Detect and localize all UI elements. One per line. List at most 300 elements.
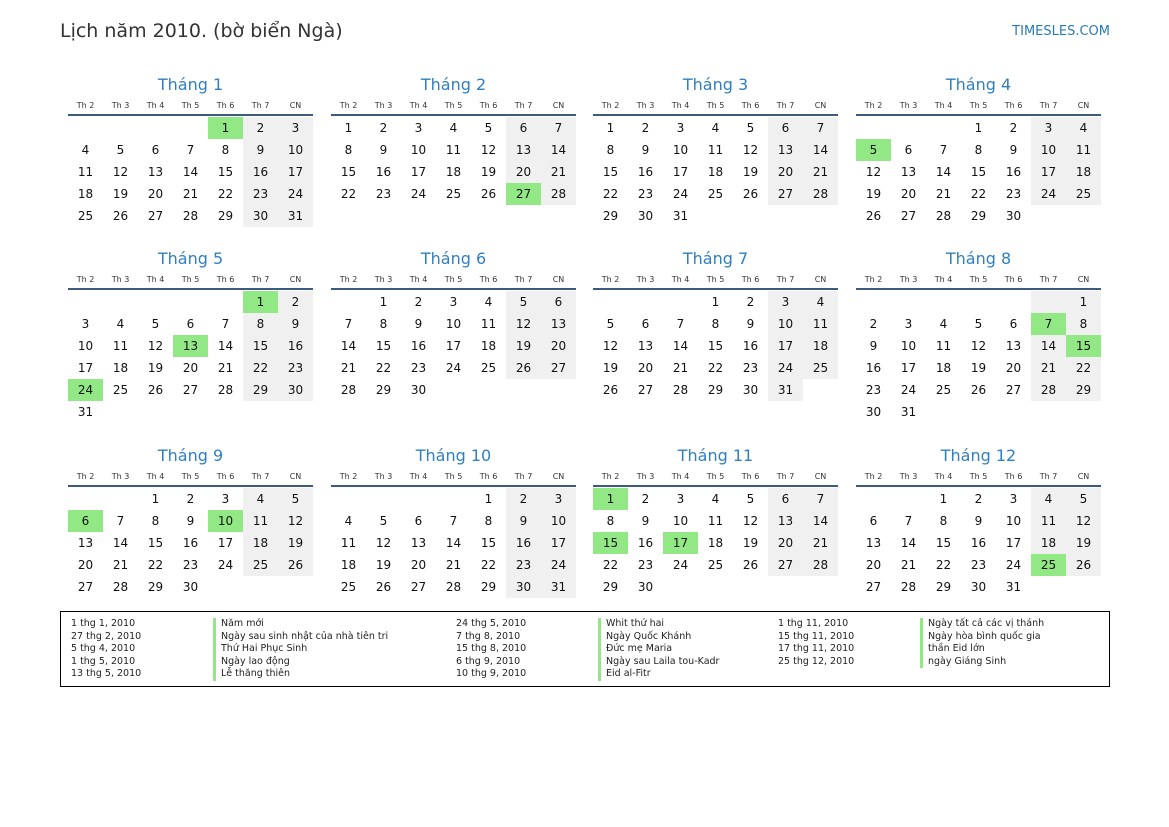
day-cell[interactable]: 19 xyxy=(970,361,987,375)
day-cell[interactable]: 25 xyxy=(803,357,838,379)
day-cell[interactable]: 25 xyxy=(707,187,724,201)
day-cell[interactable]: 5 xyxy=(151,317,160,331)
day-cell[interactable]: 30 xyxy=(182,580,199,594)
day-cell[interactable]: 6 xyxy=(186,317,195,331)
day-cell[interactable]: 24 xyxy=(445,361,462,375)
day-cell[interactable]: 15 xyxy=(340,165,357,179)
day-cell[interactable]: 4 xyxy=(711,121,720,135)
day-cell[interactable]: 9 xyxy=(278,313,313,335)
day-cell[interactable]: 30 xyxy=(637,580,654,594)
day-cell[interactable]: 26 xyxy=(742,187,759,201)
day-cell[interactable]: 18 xyxy=(935,361,952,375)
day-cell[interactable]: 16 xyxy=(865,361,882,375)
day-cell[interactable]: 3 xyxy=(449,295,458,309)
day-cell[interactable]: 12 xyxy=(480,143,497,157)
day-cell[interactable]: 28 xyxy=(340,383,357,397)
day-cell[interactable]: 17 xyxy=(445,339,462,353)
day-cell[interactable]: 26 xyxy=(278,554,313,576)
day-cell[interactable]: 30 xyxy=(1005,209,1022,223)
day-cell[interactable]: 20 xyxy=(77,558,94,572)
day-cell[interactable]: 22 xyxy=(707,361,724,375)
day-cell[interactable]: 12 xyxy=(1066,510,1101,532)
day-cell[interactable]: 11 xyxy=(340,536,357,550)
day-cell[interactable]: 7 xyxy=(449,514,458,528)
day-cell[interactable]: 26 xyxy=(375,580,392,594)
day-cell[interactable]: 11 xyxy=(77,165,94,179)
day-cell[interactable]: 27 xyxy=(865,580,882,594)
day-cell[interactable]: 18 xyxy=(243,532,278,554)
day-cell[interactable]: 11 xyxy=(445,143,462,157)
day-cell[interactable]: 1 xyxy=(593,488,628,510)
day-cell[interactable]: 2 xyxy=(278,291,313,313)
day-cell[interactable]: 6 xyxy=(768,488,803,510)
day-cell[interactable]: 9 xyxy=(641,514,650,528)
day-cell[interactable]: 15 xyxy=(147,536,164,550)
day-cell[interactable]: 15 xyxy=(970,165,987,179)
day-cell[interactable]: 23 xyxy=(1005,187,1022,201)
day-cell[interactable]: 20 xyxy=(541,335,576,357)
day-cell[interactable]: 24 xyxy=(672,558,689,572)
day-cell[interactable]: 9 xyxy=(869,339,878,353)
day-cell[interactable]: 12 xyxy=(742,143,759,157)
day-cell[interactable]: 2 xyxy=(1009,121,1018,135)
day-cell[interactable]: 4 xyxy=(803,291,838,313)
day-cell[interactable]: 16 xyxy=(637,536,654,550)
day-cell[interactable]: 23 xyxy=(410,361,427,375)
day-cell[interactable]: 16 xyxy=(742,339,759,353)
day-cell[interactable]: 5 xyxy=(278,488,313,510)
day-cell[interactable]: 29 xyxy=(935,580,952,594)
day-cell[interactable]: 11 xyxy=(707,514,724,528)
day-cell[interactable]: 4 xyxy=(116,317,125,331)
day-cell[interactable]: 15 xyxy=(217,165,234,179)
day-cell[interactable]: 27 xyxy=(900,209,917,223)
day-cell[interactable]: 26 xyxy=(742,558,759,572)
day-cell[interactable]: 28 xyxy=(803,554,838,576)
day-cell[interactable]: 13 xyxy=(506,139,541,161)
day-cell[interactable]: 19 xyxy=(147,361,164,375)
day-cell[interactable]: 10 xyxy=(410,143,427,157)
day-cell[interactable]: 9 xyxy=(506,510,541,532)
day-cell[interactable]: 9 xyxy=(1009,143,1018,157)
day-cell[interactable]: 9 xyxy=(746,317,755,331)
day-cell[interactable]: 18 xyxy=(707,536,724,550)
day-cell[interactable]: 2 xyxy=(746,295,755,309)
day-cell[interactable]: 13 xyxy=(147,165,164,179)
day-cell[interactable]: 18 xyxy=(112,361,129,375)
day-cell[interactable]: 6 xyxy=(1009,317,1018,331)
day-cell[interactable]: 6 xyxy=(506,117,541,139)
day-cell[interactable]: 28 xyxy=(217,383,234,397)
day-cell[interactable]: 6 xyxy=(869,514,878,528)
day-cell[interactable]: 3 xyxy=(1031,117,1066,139)
day-cell[interactable]: 5 xyxy=(746,492,755,506)
day-cell[interactable]: 17 xyxy=(768,335,803,357)
day-cell[interactable]: 15 xyxy=(935,536,952,550)
day-cell[interactable]: 19 xyxy=(865,187,882,201)
day-cell[interactable]: 8 xyxy=(939,514,948,528)
day-cell[interactable]: 5 xyxy=(484,121,493,135)
day-cell[interactable]: 22 xyxy=(147,558,164,572)
day-cell[interactable]: 24 xyxy=(68,379,103,401)
day-cell[interactable]: 27 xyxy=(1005,383,1022,397)
day-cell[interactable]: 23 xyxy=(278,357,313,379)
day-cell[interactable]: 15 xyxy=(707,339,724,353)
day-cell[interactable]: 1 xyxy=(1066,291,1101,313)
day-cell[interactable]: 1 xyxy=(243,291,278,313)
day-cell[interactable]: 17 xyxy=(77,361,94,375)
day-cell[interactable]: 19 xyxy=(742,536,759,550)
day-cell[interactable]: 30 xyxy=(278,379,313,401)
day-cell[interactable]: 28 xyxy=(541,183,576,205)
day-cell[interactable]: 14 xyxy=(112,536,129,550)
day-cell[interactable]: 20 xyxy=(900,187,917,201)
day-cell[interactable]: 12 xyxy=(375,536,392,550)
day-cell[interactable]: 7 xyxy=(904,514,913,528)
day-cell[interactable]: 10 xyxy=(445,317,462,331)
day-cell[interactable]: 3 xyxy=(904,317,913,331)
day-cell[interactable]: 12 xyxy=(278,510,313,532)
day-cell[interactable]: 16 xyxy=(970,536,987,550)
day-cell[interactable]: 22 xyxy=(375,361,392,375)
day-cell[interactable]: 24 xyxy=(768,357,803,379)
day-cell[interactable]: 12 xyxy=(602,339,619,353)
day-cell[interactable]: 7 xyxy=(676,317,685,331)
day-cell[interactable]: 13 xyxy=(1005,339,1022,353)
day-cell[interactable]: 20 xyxy=(1005,361,1022,375)
day-cell[interactable]: 27 xyxy=(506,183,541,205)
day-cell[interactable]: 21 xyxy=(340,361,357,375)
day-cell[interactable]: 9 xyxy=(414,317,423,331)
day-cell[interactable]: 23 xyxy=(182,558,199,572)
day-cell[interactable]: 18 xyxy=(445,165,462,179)
day-cell[interactable]: 29 xyxy=(243,379,278,401)
day-cell[interactable]: 3 xyxy=(278,117,313,139)
day-cell[interactable]: 6 xyxy=(151,143,160,157)
day-cell[interactable]: 10 xyxy=(672,514,689,528)
day-cell[interactable]: 17 xyxy=(1005,536,1022,550)
day-cell[interactable]: 26 xyxy=(970,383,987,397)
day-cell[interactable]: 8 xyxy=(151,514,160,528)
day-cell[interactable]: 4 xyxy=(449,121,458,135)
day-cell[interactable]: 17 xyxy=(1031,161,1066,183)
day-cell[interactable]: 22 xyxy=(970,187,987,201)
day-cell[interactable]: 4 xyxy=(484,295,493,309)
day-cell[interactable]: 13 xyxy=(768,510,803,532)
day-cell[interactable]: 8 xyxy=(344,143,353,157)
day-cell[interactable]: 3 xyxy=(81,317,90,331)
day-cell[interactable]: 5 xyxy=(116,143,125,157)
day-cell[interactable]: 6 xyxy=(68,510,103,532)
day-cell[interactable]: 21 xyxy=(445,558,462,572)
day-cell[interactable]: 1 xyxy=(606,121,615,135)
day-cell[interactable]: 7 xyxy=(221,317,230,331)
day-cell[interactable]: 5 xyxy=(379,514,388,528)
day-cell[interactable]: 20 xyxy=(865,558,882,572)
day-cell[interactable]: 30 xyxy=(410,383,427,397)
day-cell[interactable]: 5 xyxy=(974,317,983,331)
day-cell[interactable]: 2 xyxy=(414,295,423,309)
day-cell[interactable]: 6 xyxy=(641,317,650,331)
day-cell[interactable]: 13 xyxy=(541,313,576,335)
day-cell[interactable]: 22 xyxy=(602,187,619,201)
day-cell[interactable]: 7 xyxy=(803,117,838,139)
day-cell[interactable]: 5 xyxy=(856,139,891,161)
day-cell[interactable]: 8 xyxy=(484,514,493,528)
day-cell[interactable]: 14 xyxy=(182,165,199,179)
day-cell[interactable]: 27 xyxy=(147,209,164,223)
day-cell[interactable]: 9 xyxy=(186,514,195,528)
day-cell[interactable]: 17 xyxy=(410,165,427,179)
day-cell[interactable]: 10 xyxy=(1031,139,1066,161)
day-cell[interactable]: 17 xyxy=(900,361,917,375)
day-cell[interactable]: 4 xyxy=(1066,117,1101,139)
day-cell[interactable]: 4 xyxy=(81,143,90,157)
day-cell[interactable]: 1 xyxy=(484,492,493,506)
day-cell[interactable]: 2 xyxy=(641,121,650,135)
day-cell[interactable]: 6 xyxy=(414,514,423,528)
day-cell[interactable]: 15 xyxy=(602,165,619,179)
day-cell[interactable]: 7 xyxy=(803,488,838,510)
day-cell[interactable]: 11 xyxy=(1031,510,1066,532)
day-cell[interactable]: 23 xyxy=(637,187,654,201)
day-cell[interactable]: 5 xyxy=(746,121,755,135)
day-cell[interactable]: 7 xyxy=(1031,313,1066,335)
day-cell[interactable]: 9 xyxy=(641,143,650,157)
day-cell[interactable]: 13 xyxy=(77,536,94,550)
day-cell[interactable]: 28 xyxy=(1031,379,1066,401)
day-cell[interactable]: 29 xyxy=(147,580,164,594)
day-cell[interactable]: 18 xyxy=(1066,161,1101,183)
day-cell[interactable]: 26 xyxy=(480,187,497,201)
day-cell[interactable]: 25 xyxy=(707,558,724,572)
day-cell[interactable]: 1 xyxy=(151,492,160,506)
day-cell[interactable]: 21 xyxy=(112,558,129,572)
day-cell[interactable]: 20 xyxy=(147,187,164,201)
day-cell[interactable]: 4 xyxy=(243,488,278,510)
day-cell[interactable]: 18 xyxy=(1031,532,1066,554)
day-cell[interactable]: 10 xyxy=(1005,514,1022,528)
day-cell[interactable]: 4 xyxy=(939,317,948,331)
day-cell[interactable]: 3 xyxy=(676,492,685,506)
day-cell[interactable]: 8 xyxy=(974,143,983,157)
day-cell[interactable]: 1 xyxy=(974,121,983,135)
day-cell[interactable]: 17 xyxy=(278,161,313,183)
day-cell[interactable]: 21 xyxy=(1031,357,1066,379)
day-cell[interactable]: 22 xyxy=(243,357,278,379)
day-cell[interactable]: 13 xyxy=(637,339,654,353)
day-cell[interactable]: 25 xyxy=(340,580,357,594)
day-cell[interactable]: 22 xyxy=(217,187,234,201)
day-cell[interactable]: 26 xyxy=(112,209,129,223)
day-cell[interactable]: 3 xyxy=(768,291,803,313)
day-cell[interactable]: 30 xyxy=(243,205,278,227)
day-cell[interactable]: 3 xyxy=(676,121,685,135)
day-cell[interactable]: 31 xyxy=(541,576,576,598)
day-cell[interactable]: 18 xyxy=(707,165,724,179)
day-cell[interactable]: 19 xyxy=(742,165,759,179)
day-cell[interactable]: 29 xyxy=(1066,379,1101,401)
day-cell[interactable]: 15 xyxy=(1066,335,1101,357)
day-cell[interactable]: 2 xyxy=(869,317,878,331)
day-cell[interactable]: 7 xyxy=(116,514,125,528)
day-cell[interactable]: 11 xyxy=(707,143,724,157)
day-cell[interactable]: 14 xyxy=(900,536,917,550)
day-cell[interactable]: 16 xyxy=(506,532,541,554)
day-cell[interactable]: 14 xyxy=(541,139,576,161)
day-cell[interactable]: 24 xyxy=(217,558,234,572)
day-cell[interactable]: 31 xyxy=(1005,580,1022,594)
day-cell[interactable]: 27 xyxy=(410,580,427,594)
day-cell[interactable]: 4 xyxy=(344,514,353,528)
day-cell[interactable]: 21 xyxy=(217,361,234,375)
day-cell[interactable]: 7 xyxy=(344,317,353,331)
day-cell[interactable]: 23 xyxy=(970,558,987,572)
day-cell[interactable]: 5 xyxy=(506,291,541,313)
day-cell[interactable]: 5 xyxy=(606,317,615,331)
day-cell[interactable]: 24 xyxy=(672,187,689,201)
day-cell[interactable]: 28 xyxy=(900,580,917,594)
day-cell[interactable]: 2 xyxy=(641,492,650,506)
day-cell[interactable]: 12 xyxy=(970,339,987,353)
day-cell[interactable]: 21 xyxy=(803,532,838,554)
day-cell[interactable]: 6 xyxy=(768,117,803,139)
day-cell[interactable]: 9 xyxy=(243,139,278,161)
day-cell[interactable]: 3 xyxy=(541,488,576,510)
day-cell[interactable]: 17 xyxy=(672,165,689,179)
day-cell[interactable]: 9 xyxy=(379,143,388,157)
day-cell[interactable]: 8 xyxy=(606,143,615,157)
day-cell[interactable]: 22 xyxy=(340,187,357,201)
day-cell[interactable]: 30 xyxy=(742,383,759,397)
day-cell[interactable]: 6 xyxy=(904,143,913,157)
day-cell[interactable]: 20 xyxy=(410,558,427,572)
day-cell[interactable]: 25 xyxy=(1066,183,1101,205)
day-cell[interactable]: 19 xyxy=(1066,532,1101,554)
day-cell[interactable]: 15 xyxy=(375,339,392,353)
day-cell[interactable]: 10 xyxy=(768,313,803,335)
day-cell[interactable]: 25 xyxy=(935,383,952,397)
day-cell[interactable]: 24 xyxy=(900,383,917,397)
day-cell[interactable]: 27 xyxy=(182,383,199,397)
day-cell[interactable]: 29 xyxy=(217,209,234,223)
day-cell[interactable]: 22 xyxy=(602,558,619,572)
day-cell[interactable]: 16 xyxy=(243,161,278,183)
day-cell[interactable]: 26 xyxy=(602,383,619,397)
day-cell[interactable]: 29 xyxy=(480,580,497,594)
day-cell[interactable]: 26 xyxy=(506,357,541,379)
day-cell[interactable]: 29 xyxy=(602,209,619,223)
day-cell[interactable]: 11 xyxy=(112,339,129,353)
day-cell[interactable]: 8 xyxy=(221,143,230,157)
day-cell[interactable]: 2 xyxy=(506,488,541,510)
day-cell[interactable]: 12 xyxy=(147,339,164,353)
day-cell[interactable]: 28 xyxy=(182,209,199,223)
day-cell[interactable]: 20 xyxy=(768,161,803,183)
day-cell[interactable]: 12 xyxy=(742,514,759,528)
day-cell[interactable]: 7 xyxy=(186,143,195,157)
day-cell[interactable]: 10 xyxy=(77,339,94,353)
day-cell[interactable]: 24 xyxy=(1005,558,1022,572)
day-cell[interactable]: 21 xyxy=(900,558,917,572)
day-cell[interactable]: 23 xyxy=(375,187,392,201)
day-cell[interactable]: 26 xyxy=(865,209,882,223)
day-cell[interactable]: 11 xyxy=(1066,139,1101,161)
day-cell[interactable]: 14 xyxy=(803,510,838,532)
day-cell[interactable]: 18 xyxy=(803,335,838,357)
day-cell[interactable]: 23 xyxy=(637,558,654,572)
day-cell[interactable]: 27 xyxy=(637,383,654,397)
day-cell[interactable]: 29 xyxy=(602,580,619,594)
day-cell[interactable]: 28 xyxy=(445,580,462,594)
day-cell[interactable]: 14 xyxy=(445,536,462,550)
day-cell[interactable]: 17 xyxy=(541,532,576,554)
day-cell[interactable]: 21 xyxy=(541,161,576,183)
day-cell[interactable]: 8 xyxy=(606,514,615,528)
day-cell[interactable]: 15 xyxy=(243,335,278,357)
day-cell[interactable]: 21 xyxy=(803,161,838,183)
day-cell[interactable]: 8 xyxy=(243,313,278,335)
day-cell[interactable]: 15 xyxy=(480,536,497,550)
day-cell[interactable]: 19 xyxy=(278,532,313,554)
day-cell[interactable]: 13 xyxy=(865,536,882,550)
day-cell[interactable]: 23 xyxy=(865,383,882,397)
day-cell[interactable]: 7 xyxy=(939,143,948,157)
day-cell[interactable]: 16 xyxy=(1005,165,1022,179)
day-cell[interactable]: 1 xyxy=(939,492,948,506)
day-cell[interactable]: 28 xyxy=(112,580,129,594)
day-cell[interactable]: 18 xyxy=(340,558,357,572)
day-cell[interactable]: 17 xyxy=(217,536,234,550)
day-cell[interactable]: 20 xyxy=(637,361,654,375)
day-cell[interactable]: 8 xyxy=(711,317,720,331)
day-cell[interactable]: 22 xyxy=(935,558,952,572)
day-cell[interactable]: 19 xyxy=(506,335,541,357)
day-cell[interactable]: 9 xyxy=(974,514,983,528)
day-cell[interactable]: 26 xyxy=(1066,554,1101,576)
day-cell[interactable]: 14 xyxy=(1031,335,1066,357)
day-cell[interactable]: 19 xyxy=(480,165,497,179)
day-cell[interactable]: 28 xyxy=(803,183,838,205)
day-cell[interactable]: 25 xyxy=(480,361,497,375)
day-cell[interactable]: 2 xyxy=(243,117,278,139)
day-cell[interactable]: 14 xyxy=(935,165,952,179)
day-cell[interactable]: 28 xyxy=(935,209,952,223)
day-cell[interactable]: 27 xyxy=(77,580,94,594)
day-cell[interactable]: 24 xyxy=(410,187,427,201)
day-cell[interactable]: 13 xyxy=(768,139,803,161)
day-cell[interactable]: 2 xyxy=(186,492,195,506)
day-cell[interactable]: 17 xyxy=(663,532,698,554)
day-cell[interactable]: 16 xyxy=(637,165,654,179)
day-cell[interactable]: 14 xyxy=(217,339,234,353)
day-cell[interactable]: 25 xyxy=(445,187,462,201)
day-cell[interactable]: 19 xyxy=(112,187,129,201)
day-cell[interactable]: 23 xyxy=(243,183,278,205)
day-cell[interactable]: 22 xyxy=(1066,357,1101,379)
day-cell[interactable]: 13 xyxy=(900,165,917,179)
day-cell[interactable]: 19 xyxy=(602,361,619,375)
day-cell[interactable]: 24 xyxy=(541,554,576,576)
day-cell[interactable]: 25 xyxy=(1031,554,1066,576)
day-cell[interactable]: 16 xyxy=(410,339,427,353)
day-cell[interactable]: 23 xyxy=(506,554,541,576)
day-cell[interactable]: 1 xyxy=(344,121,353,135)
day-cell[interactable]: 30 xyxy=(637,209,654,223)
day-cell[interactable]: 11 xyxy=(480,317,497,331)
site-link[interactable]: TIMESLES.COM xyxy=(1012,24,1110,39)
day-cell[interactable]: 12 xyxy=(506,313,541,335)
